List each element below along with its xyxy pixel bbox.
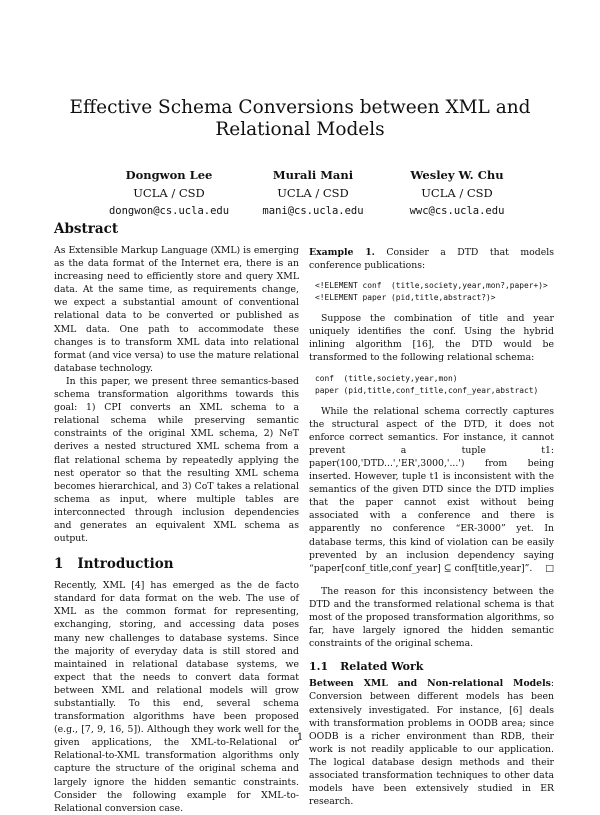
code-line: paper (pid,title,conf_title,conf_year,abstract) [315, 385, 539, 395]
section-title: Introduction [77, 556, 174, 573]
author-email: dongwon@cs.ucla.edu [108, 205, 230, 217]
author-name: Murali Mani [272, 168, 354, 182]
runin-heading: Between XML and Non-relational Models [309, 678, 551, 690]
subsection-title: Related Work [340, 660, 424, 674]
introduction-paragraph: Recently, XML [4] has emerged as the de facto standard for data format on the web. The use of XML as the common format for representing, exchanging, storing, and accessing data poses many new challenges to database systems. Since the majority of everyday data is still stored and maintained in relational database systems, we expect that the needs to convert data format between XML and relational models will grow substantially. To this end, several schema transformation algorithms have been proposed (e.g., [7, 9, 16, 5]). Although they work well for the given applications, the XML-to-Relational or Relational-to-XML transformation algorithms only capture the structure of the original schema and largely ignore the hidden semantic constraints. Consider the following example for XML-to-Relational conversion case. [54, 580, 299, 814]
author-affiliation: UCLA / CSD [277, 186, 349, 200]
relational-schema-code-block [315, 373, 554, 397]
left-column [54, 220, 299, 815]
dtd-code-block [315, 280, 554, 304]
example-text: While the relational schema correctly captures the structural aspect of the DTD, it does not enforce correct semantics. For instance, it cannot prevent a tuple t1: paper(100,'DTD...','ER',3000,'...') from being inserted. However, tuple t1 is inconsistent with the semantics of the given DTD since the DTD implies that the paper cannot exist without being associated with a conference and there is apparently no conference “ER-3000” yet. In database terms, this kind of violation can be easily prevented by an inclusion dependency saying “paper[conf_title,conf_year] ⊆ conf[title,year]”. [309, 405, 554, 574]
author-email: mani@cs.ucla.edu [262, 205, 364, 217]
abstract-paragraph-1: As Extensible Markup Language (XML) is emerging as the data format of the Internet era, there is an increasing need to efficiently store and query XML data. At the same time, as requirements change, we expect a substantial amount of conventional relational data to be converted or published as XML data. One path to accommodate these changes is to transform XML data into relational format (and vice versa) to use the mature relational database technology. [54, 245, 299, 374]
author-name: Dongwon Lee [125, 168, 213, 182]
related-text: : Conversion between different models has been extensively investigated. For instance, [6] deals with transformation problems in OODB area; since OODB is a richer environment than RDB, their work is not readily applicable to our application. The logical database design methods and their associated transformation techniques to other data models have been extensively studied in ER research. [309, 678, 554, 808]
subsection-number: 1.1 [309, 660, 329, 674]
reason-paragraph: The reason for this inconsistency between the DTD and the transformed relational schema is that most of the proposed transformation algorithms, so far, have largely ignored the hidden semantic constraints of the original schema. [309, 585, 554, 650]
related-work-heading [309, 660, 554, 673]
example-paragraph-3 [309, 405, 554, 575]
right-column [309, 246, 554, 808]
example-label: Example 1. [309, 247, 375, 258]
introduction-heading [54, 555, 299, 573]
title-line-1: Effective Schema Conversions between XML and [69, 97, 531, 118]
abstract-paragraph-2: In this paper, we present three semantics-based schema transformation algorithms towards this goal: 1) CPI converts an XML schema to a relational schema while preserving semantic constraints of the original XML schema, 2) NeT derives a nested structured XML schema from a flat relational schema by repeatedly applying the nest operator so that the resulting XML schema becomes hierarchical, and 3) CoT takes a relational schema as input, where multiple tables are interconnected through inclusion dependencies and generates an equivalent XML schema as output. [54, 375, 299, 545]
code-line: conf (title,society,year,mon) [315, 373, 458, 383]
abstract-heading: Abstract [54, 221, 119, 237]
example-lead: Consider a DTD that models conference publications: [309, 247, 554, 272]
code-line: <!ELEMENT paper (pid,title,abstract?)> [315, 293, 496, 303]
code-line: <!ELEMENT conf (title,society,year,mon?,paper+)> [315, 281, 548, 291]
author-affiliation: UCLA / CSD [133, 186, 205, 200]
author-name: Wesley W. Chu [410, 168, 504, 182]
section-number: 1 [54, 556, 64, 573]
author-affiliation: UCLA / CSD [421, 186, 493, 200]
author-email: wwc@cs.ucla.edu [409, 205, 505, 217]
example-paragraph-2: Suppose the combination of title and year uniquely identifies the conf. Using the hybrid inlining algorithm [16], the DTD would be transformed to the following relational schema: [309, 313, 554, 364]
example-paragraph [309, 246, 554, 272]
author-block [372, 166, 542, 220]
page-number: 1 [296, 732, 304, 743]
title-line-2: Relational Models [215, 119, 385, 140]
qed-symbol: □ [545, 562, 554, 574]
